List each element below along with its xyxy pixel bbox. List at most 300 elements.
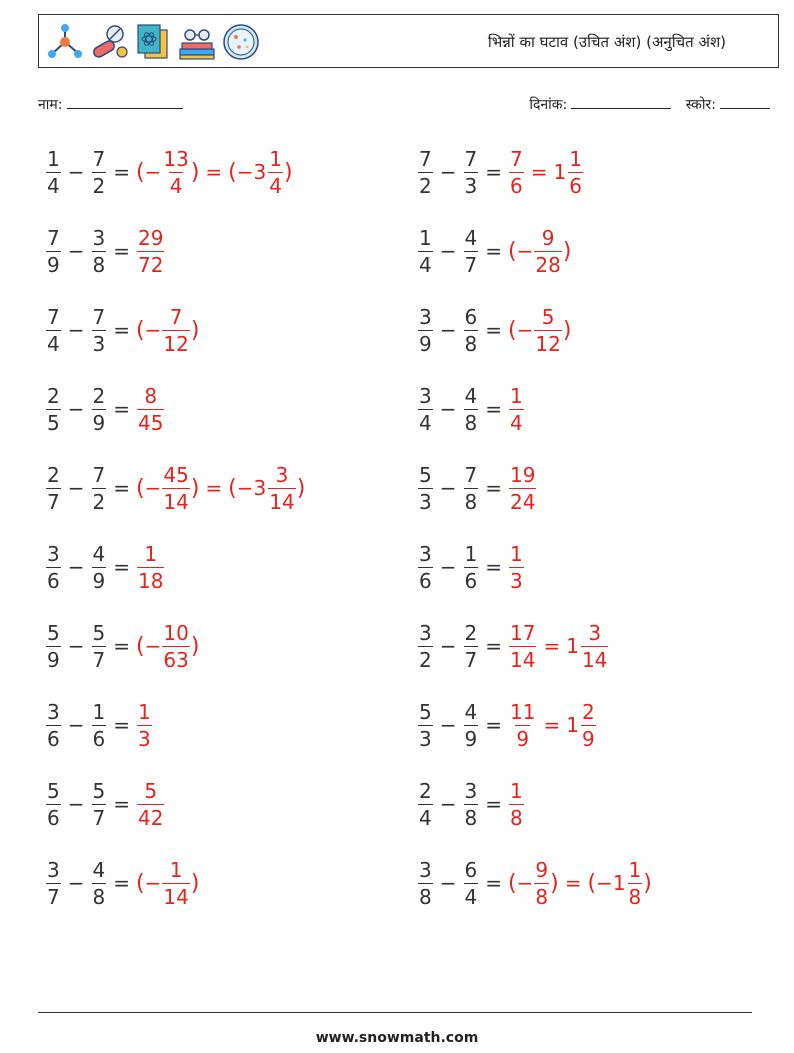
operand-fraction-denominator: 6: [92, 726, 106, 751]
operand-fraction: [92, 383, 107, 435]
operand-fraction-denominator: 6: [47, 568, 60, 593]
answer-fraction: [568, 146, 583, 198]
equals-sign: =: [485, 397, 502, 421]
operand-fraction-denominator: 8: [92, 884, 106, 909]
answer-fraction: [628, 857, 643, 909]
operand-fraction-numerator: 3: [419, 304, 432, 329]
operand-fraction-denominator: 6: [419, 568, 432, 593]
equals-sign: =: [485, 871, 502, 895]
operand-fraction-numerator: 1: [419, 225, 432, 250]
operand-fraction-numerator: 3: [47, 699, 60, 724]
answer-equals-sign: =: [205, 476, 223, 500]
answer: [136, 462, 306, 514]
equals-sign: =: [485, 160, 502, 184]
answer-fraction-denominator: 14: [269, 489, 295, 514]
operand-fraction-denominator: 8: [419, 884, 432, 909]
minus-sign: −: [67, 555, 85, 579]
answer-fraction-numerator: 45: [163, 462, 189, 487]
answer-fraction-denominator: 3: [138, 726, 151, 751]
close-paren: ): [562, 317, 572, 343]
answer-fraction-numerator: 19: [510, 462, 536, 487]
operand-fraction-numerator: 3: [419, 620, 432, 645]
answer-fraction-numerator: 1: [144, 541, 158, 566]
minus-sign: −: [67, 634, 85, 658]
open-paren: (: [136, 475, 145, 501]
operand-fraction-numerator: 7: [47, 225, 60, 250]
answer: [508, 541, 525, 593]
answer-fraction-numerator: 29: [138, 225, 164, 250]
operand-fraction: [418, 778, 433, 830]
operand-fraction-denominator: 2: [92, 173, 106, 198]
operand-fraction-denominator: 8: [464, 410, 478, 435]
operand-fraction: [46, 778, 61, 830]
answer-equals-sign: =: [543, 713, 561, 737]
answer-fraction-denominator: 72: [138, 252, 164, 277]
operand-fraction-numerator: 5: [47, 778, 60, 803]
answer-fraction-numerator: 9: [535, 857, 549, 882]
answer-fraction-numerator: 3: [275, 462, 289, 487]
minus-sign: −: [67, 239, 85, 263]
answer: [508, 304, 572, 356]
whole-number: 1: [566, 634, 579, 658]
score-label: स्कोर:: [685, 97, 716, 113]
operand-fraction-numerator: 3: [47, 541, 60, 566]
operand-fraction: [464, 541, 479, 593]
operand-fraction: [418, 225, 433, 277]
negative-sign: −: [144, 871, 162, 895]
minus-sign: −: [67, 397, 85, 421]
minus-sign: −: [439, 318, 457, 342]
operand-fraction: [464, 778, 479, 830]
close-paren: ): [190, 159, 200, 185]
operand-fraction-denominator: 9: [464, 726, 478, 751]
answer-fraction-denominator: 8: [628, 884, 642, 909]
operand-fraction-numerator: 3: [419, 857, 432, 882]
answer-fraction-denominator: 42: [138, 805, 164, 830]
operand-fraction: [418, 857, 433, 909]
answer: [136, 541, 165, 593]
operand-fraction: [92, 146, 107, 198]
answer-fraction: [162, 146, 189, 198]
operand-fraction-denominator: 4: [419, 410, 432, 435]
answer-fraction-denominator: 14: [581, 647, 608, 672]
operand-fraction: [46, 225, 61, 277]
operand-fraction-denominator: 7: [92, 647, 106, 672]
answer: [508, 778, 525, 830]
operand-fraction-numerator: 5: [47, 620, 60, 645]
operand-fraction-numerator: 5: [419, 699, 432, 724]
minus-sign: −: [439, 397, 457, 421]
operand-fraction: [46, 462, 61, 514]
answer: [136, 857, 200, 909]
operand-fraction-numerator: 1: [47, 146, 60, 171]
operand-fraction-denominator: 9: [92, 410, 106, 435]
operand-fraction: [92, 225, 107, 277]
operand-fraction-numerator: 7: [47, 304, 60, 329]
left-problem: [45, 377, 165, 441]
right-problem: [417, 377, 525, 441]
operand-fraction: [464, 462, 479, 514]
operand-fraction: [46, 620, 61, 672]
operand-fraction-denominator: 8: [92, 252, 106, 277]
answer-fraction: [581, 620, 608, 672]
operand-fraction-numerator: 3: [419, 541, 432, 566]
petri-dish-icon: [221, 22, 261, 62]
answer-fraction: [268, 462, 295, 514]
answer-equals-sign: =: [530, 160, 548, 184]
operand-fraction: [464, 699, 479, 751]
answer-fraction-numerator: 10: [163, 620, 189, 645]
open-paren: (: [136, 633, 145, 659]
right-problem: [417, 772, 525, 836]
left-problem: [45, 693, 153, 757]
right-problem: [417, 535, 525, 599]
open-paren: (: [136, 159, 145, 185]
equals-sign: =: [485, 713, 502, 737]
worksheet-title: भिन्नों का घटाव (उचित अंश) (अनुचित अंश): [487, 33, 726, 51]
equals-sign: =: [113, 871, 130, 895]
answer-fraction: [137, 383, 164, 435]
answer-fraction-denominator: 45: [138, 410, 164, 435]
operand-fraction-numerator: 7: [92, 304, 106, 329]
minus-sign: −: [439, 239, 457, 263]
answer-fraction-numerator: 7: [169, 304, 183, 329]
whole-number: 3: [253, 160, 267, 184]
date-label: दिनांक:: [529, 97, 568, 113]
answer-fraction-denominator: 4: [510, 410, 523, 435]
operand-fraction-numerator: 3: [92, 225, 106, 250]
answer-fraction: [509, 699, 536, 751]
operand-fraction-denominator: 9: [419, 331, 432, 356]
answer-fraction-denominator: 14: [163, 884, 189, 909]
name-field: [38, 94, 183, 114]
answer-fraction: [162, 304, 189, 356]
answer-fraction: [137, 699, 152, 751]
right-problem: [417, 693, 597, 757]
answer: [508, 383, 525, 435]
operand-fraction-numerator: 7: [92, 146, 106, 171]
operand-fraction: [418, 146, 433, 198]
operand-fraction: [46, 857, 61, 909]
left-problem: [45, 851, 199, 915]
operand-fraction-denominator: 3: [464, 173, 478, 198]
operand-fraction: [418, 541, 433, 593]
operand-fraction: [92, 857, 107, 909]
answer-fraction: [137, 541, 164, 593]
operand-fraction-denominator: 7: [47, 489, 60, 514]
operand-fraction: [418, 699, 433, 751]
negative-sign: −: [596, 871, 613, 895]
left-problem: [45, 772, 165, 836]
answer: [508, 146, 584, 198]
answer-fraction-numerator: 5: [541, 304, 555, 329]
answer-fraction-numerator: 8: [144, 383, 158, 408]
operand-fraction-denominator: 4: [419, 252, 432, 277]
operand-fraction-numerator: 1: [92, 699, 106, 724]
operand-fraction: [418, 304, 433, 356]
whole-number: 1: [612, 871, 626, 895]
open-paren: (: [587, 870, 597, 896]
left-problem: [45, 456, 305, 520]
operand-fraction-numerator: 4: [92, 857, 106, 882]
operand-fraction-denominator: 2: [419, 173, 432, 198]
answer-fraction: [581, 699, 596, 751]
answer-fraction-denominator: 9: [581, 726, 595, 751]
operand-fraction: [464, 304, 479, 356]
close-paren: ): [643, 870, 652, 896]
equals-sign: =: [113, 634, 130, 658]
operand-fraction-denominator: 7: [92, 805, 106, 830]
answer-fraction-denominator: 6: [510, 173, 523, 198]
close-paren: ): [190, 475, 200, 501]
score-blank[interactable]: [720, 94, 770, 109]
answer: [508, 462, 537, 514]
operand-fraction: [464, 857, 479, 909]
operand-fraction-numerator: 3: [464, 778, 478, 803]
minus-sign: −: [439, 792, 457, 816]
header-icons: [45, 20, 261, 64]
operand-fraction-denominator: 3: [419, 489, 432, 514]
operand-fraction-numerator: 2: [47, 462, 60, 487]
answer-fraction: [137, 225, 164, 277]
answer: [136, 778, 165, 830]
minus-sign: −: [439, 871, 457, 895]
operand-fraction-numerator: 7: [419, 146, 432, 171]
answer-fraction-denominator: 24: [510, 489, 536, 514]
left-problem: [45, 535, 165, 599]
answer-fraction: [509, 383, 524, 435]
open-paren: (: [508, 317, 517, 343]
answer: [136, 146, 293, 198]
equals-sign: =: [485, 792, 502, 816]
whole-number: 3: [253, 476, 267, 500]
operand-fraction-denominator: 9: [47, 252, 60, 277]
operand-fraction: [92, 778, 107, 830]
answer-fraction-denominator: 4: [169, 173, 183, 198]
answer: [508, 620, 609, 672]
name-label: नाम:: [38, 97, 63, 113]
minus-sign: −: [67, 871, 85, 895]
answer-fraction-denominator: 14: [163, 489, 189, 514]
answer-fraction-numerator: 3: [588, 620, 602, 645]
answer-fraction-numerator: 1: [569, 146, 582, 171]
answer-equals-sign: =: [205, 160, 223, 184]
operand-fraction-denominator: 2: [419, 647, 432, 672]
minus-sign: −: [67, 792, 85, 816]
operand-fraction-denominator: 3: [92, 331, 106, 356]
equals-sign: =: [113, 160, 130, 184]
right-problem: [417, 456, 537, 520]
operand-fraction-denominator: 6: [464, 568, 478, 593]
answer-fraction-denominator: 4: [269, 173, 282, 198]
right-problem: [417, 614, 609, 678]
operand-fraction-numerator: 5: [92, 778, 106, 803]
operand-fraction-numerator: 2: [47, 383, 60, 408]
operand-fraction: [46, 146, 61, 198]
operand-fraction-denominator: 8: [464, 489, 478, 514]
answer-fraction-denominator: 28: [535, 252, 561, 277]
open-paren: (: [136, 870, 145, 896]
negative-sign: −: [516, 239, 534, 263]
close-paren: ): [296, 475, 306, 501]
answer: [136, 225, 165, 277]
operand-fraction-denominator: 4: [419, 805, 432, 830]
negative-sign: −: [144, 318, 162, 342]
close-paren: ): [562, 238, 572, 264]
equals-sign: =: [485, 239, 502, 263]
operand-fraction: [92, 462, 107, 514]
answer-fraction-denominator: 18: [138, 568, 164, 593]
answer-fraction-numerator: 13: [163, 146, 189, 171]
answer: [136, 383, 165, 435]
operand-fraction-denominator: 3: [419, 726, 432, 751]
equals-sign: =: [113, 476, 130, 500]
operand-fraction-denominator: 5: [47, 410, 60, 435]
answer-fraction: [162, 857, 189, 909]
answer-equals-sign: =: [564, 871, 582, 895]
operand-fraction: [92, 541, 107, 593]
answer: [508, 225, 572, 277]
operand-fraction-denominator: 8: [464, 805, 478, 830]
operand-fraction: [92, 620, 107, 672]
glasses-books-icon: [177, 22, 217, 62]
equals-sign: =: [113, 713, 130, 737]
answer-fraction: [534, 304, 561, 356]
answer-fraction-numerator: 1: [510, 778, 523, 803]
equals-sign: =: [485, 318, 502, 342]
operand-fraction-numerator: 7: [92, 462, 106, 487]
operand-fraction: [92, 699, 107, 751]
operand-fraction-numerator: 2: [464, 620, 478, 645]
minus-sign: −: [67, 713, 85, 737]
answer-fraction-denominator: 6: [569, 173, 582, 198]
open-paren: (: [228, 159, 237, 185]
answer-fraction: [534, 225, 561, 277]
left-problem: [45, 298, 199, 362]
negative-sign: −: [236, 476, 254, 500]
footer-divider: [38, 1012, 752, 1013]
open-paren: (: [136, 317, 145, 343]
right-problem: [417, 298, 571, 362]
name-blank[interactable]: [67, 94, 183, 109]
answer-fraction: [162, 462, 189, 514]
answer-fraction-numerator: 7: [510, 146, 523, 171]
operand-fraction-numerator: 7: [464, 146, 478, 171]
operand-fraction-denominator: 4: [464, 884, 478, 909]
answer-fraction: [509, 146, 524, 198]
answer-fraction-denominator: 8: [510, 805, 523, 830]
answer: [136, 699, 153, 751]
operand-fraction: [418, 462, 433, 514]
operand-fraction-numerator: 5: [92, 620, 106, 645]
negative-sign: −: [144, 160, 162, 184]
answer-fraction: [162, 620, 189, 672]
answer-fraction-numerator: 11: [510, 699, 536, 724]
answer-fraction: [509, 778, 524, 830]
operand-fraction-numerator: 3: [419, 383, 432, 408]
negative-sign: −: [144, 476, 162, 500]
answer-fraction-numerator: 1: [510, 383, 523, 408]
close-paren: ): [284, 159, 293, 185]
minus-sign: −: [439, 476, 457, 500]
equals-sign: =: [485, 555, 502, 579]
answer-fraction-denominator: 12: [163, 331, 189, 356]
worksheet-header: [38, 14, 779, 68]
footer-url: www.snowmath.com: [315, 1030, 479, 1046]
negative-sign: −: [516, 871, 534, 895]
date-score-field: [529, 94, 770, 114]
operand-fraction-denominator: 2: [92, 489, 106, 514]
answer-fraction-numerator: 2: [581, 699, 595, 724]
operand-fraction-denominator: 7: [464, 647, 478, 672]
operand-fraction: [46, 541, 61, 593]
negative-sign: −: [516, 318, 534, 342]
operand-fraction-numerator: 3: [47, 857, 60, 882]
operand-fraction-denominator: 7: [47, 884, 60, 909]
equals-sign: =: [113, 792, 130, 816]
answer-fraction-numerator: 17: [510, 620, 536, 645]
pills-icon: [89, 22, 129, 62]
open-paren: (: [508, 870, 517, 896]
minus-sign: −: [439, 713, 457, 737]
whole-number: 1: [566, 713, 579, 737]
operand-fraction-numerator: 4: [464, 383, 478, 408]
operand-fraction: [464, 225, 479, 277]
negative-sign: −: [236, 160, 254, 184]
right-problem: [417, 219, 571, 283]
right-problem: [417, 140, 584, 204]
answer-fraction: [534, 857, 549, 909]
minus-sign: −: [439, 555, 457, 579]
operand-fraction-numerator: 2: [92, 383, 106, 408]
answer-fraction-numerator: 1: [628, 857, 642, 882]
answer-fraction: [137, 778, 164, 830]
operand-fraction: [464, 620, 479, 672]
operand-fraction-numerator: 4: [464, 699, 478, 724]
negative-sign: −: [144, 634, 162, 658]
operand-fraction: [464, 383, 479, 435]
answer-equals-sign: =: [543, 634, 561, 658]
minus-sign: −: [67, 318, 85, 342]
answer-fraction-denominator: 9: [516, 726, 530, 751]
close-paren: ): [190, 870, 200, 896]
operand-fraction-numerator: 5: [419, 462, 432, 487]
right-problem: [417, 851, 652, 915]
minus-sign: −: [439, 160, 457, 184]
answer-fraction-numerator: 1: [138, 699, 151, 724]
answer-fraction-numerator: 1: [169, 857, 183, 882]
open-paren: (: [508, 238, 517, 264]
open-paren: (: [228, 475, 237, 501]
operand-fraction-denominator: 6: [47, 805, 60, 830]
operand-fraction-denominator: 6: [47, 726, 60, 751]
operand-fraction-denominator: 9: [92, 568, 106, 593]
answer-fraction: [268, 146, 283, 198]
answer-fraction-numerator: 1: [269, 146, 282, 171]
operand-fraction-denominator: 4: [47, 331, 60, 356]
minus-sign: −: [67, 476, 85, 500]
operand-fraction-denominator: 9: [47, 647, 60, 672]
date-blank[interactable]: [571, 94, 671, 109]
operand-fraction: [46, 383, 61, 435]
answer: [508, 699, 597, 751]
operand-fraction-numerator: 4: [464, 225, 478, 250]
left-problem: [45, 219, 165, 283]
operand-fraction-denominator: 8: [464, 331, 478, 356]
minus-sign: −: [439, 634, 457, 658]
close-paren: ): [190, 317, 200, 343]
operand-fraction-denominator: 7: [464, 252, 478, 277]
